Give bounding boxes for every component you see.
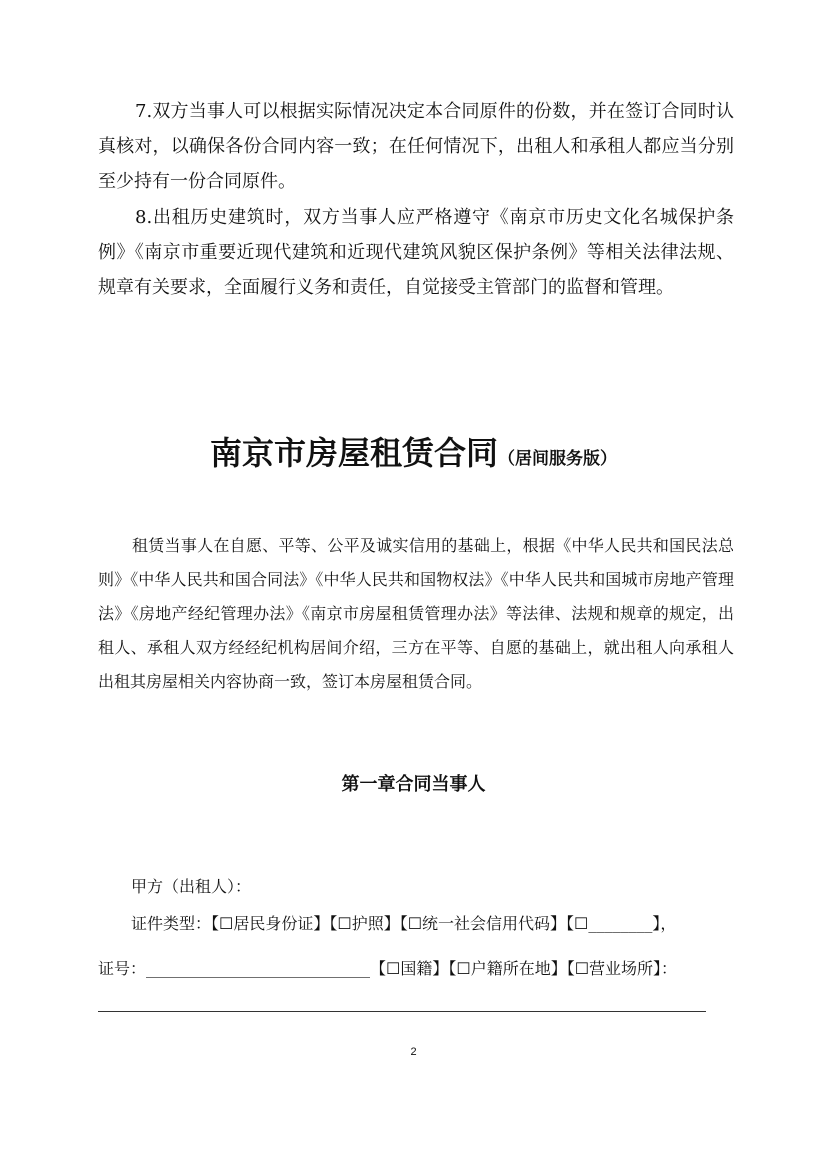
clause-8: 8.出租历史建筑时，双方当事人应严格遵守《南京市历史文化名城保护条例》《南京市重要近现代建筑和近现代建筑风貌区保护条例》等相关法律法规、规章有关要求，全面履行义务和责任，自觉接受主管部门的监督和管理。 <box>98 207 734 298</box>
id-type-line: 证件类型：【☐居民身份证】【☐护照】【☐统一社会信用代码】【☐________】， <box>131 914 677 933</box>
party-a-label: 甲方（出租人）： <box>131 877 252 896</box>
contract-title <box>0 428 827 474</box>
contract-preamble: 租赁当事人在自愿、平等、公平及诚实信用的基础上，根据《中华人民共和国民法总则》《中华人民共和国合同法》《中华人民共和国物权法》《中华人民共和国城市房地产管理法》《房地产经纪管理办法》《南京市房屋租赁管理办法》等法律、法规和规章的规定，出租人、承租人双方经经纪机构居间介绍，三方在平等、自愿的基础上，就出租人向承租人出租其房屋相关内容协商一致，签订本房屋租赁合同。 <box>98 536 734 691</box>
blank-fill-line <box>98 1011 706 1012</box>
clause-7: 7.双方当事人可以根据实际情况决定本合同原件的份数，并在签订合同时认真核对，以确保各份合同内容一致；在任何情况下，出租人和承租人都应当分别至少持有一份合同原件。 <box>98 101 734 192</box>
contract-title-main: 南京市房屋租赁合同 <box>209 434 498 472</box>
chapter-1-heading: 第一章合同当事人 <box>341 774 486 795</box>
id-number-line: 证号：____________________________【☐国籍】【☐户籍所在地】【☐营业场所】： <box>98 959 678 978</box>
page-number: 2 <box>410 1046 417 1058</box>
contract-title-subtitle: （居间服务版） <box>498 449 617 469</box>
